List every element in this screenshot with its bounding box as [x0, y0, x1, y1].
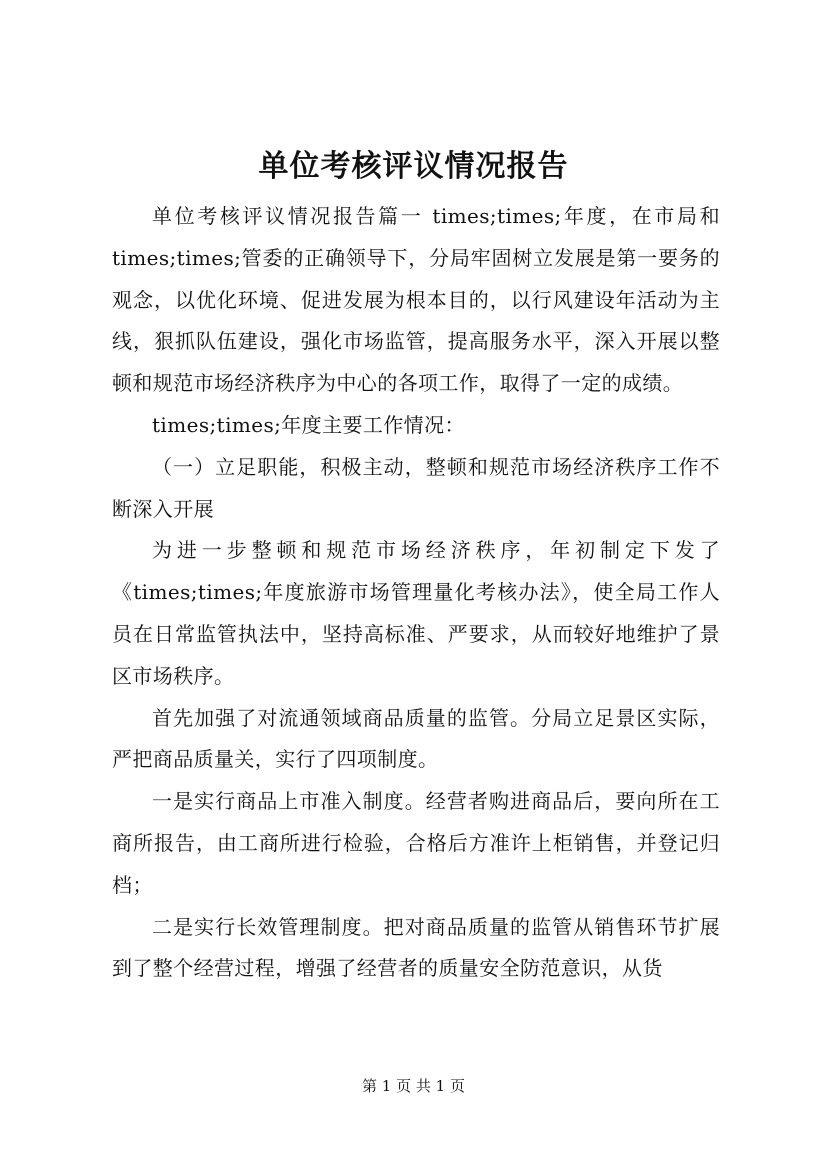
document-body: [112, 196, 720, 990]
paragraph-regulation: 为进一步整顿和规范市场经济秩序，年初制定下发了《times;times;年度旅游市场管理量化考核办法》，使全局工作人员在日常监管执法中，坚持高标准、严要求，从而较好地维护了景区市场秩序。: [112, 538, 720, 688]
document-title: 单位考核评议情况报告: [258, 149, 569, 184]
page-number-footer: 第 1 页 共 1 页: [362, 1077, 465, 1095]
paragraph-item-1: 一是实行商品上市准入制度。经营者购进商品后，要向所在工商所报告，由工商所进行检验，合格后方准许上柜销售，并登记归档；: [112, 789, 720, 897]
paragraph-main-work-heading: times;times;年度主要工作情况：: [152, 412, 465, 437]
paragraph-intro: 单位考核评议情况报告篇一 times;times;年度，在市局和 times;times;管委的正确领导下，分局牢固树立发展是第一要务的观念，以优化环境、促进发展为根本目的，以行风建设年活动为主线，狠抓队伍建设，强化市场监管，提高服务水平，深入开展以整顿和规范市场经济秩序为中心的各项工作，取得了一定的成绩。: [112, 204, 720, 396]
paragraph-section-heading-1: （一）立足职能，积极主动，整顿和规范市场经济秩序工作不断深入开展: [112, 454, 720, 521]
paragraph-quality-supervision: 首先加强了对流通领域商品质量的监管。分局立足景区实际，严把商品质量关，实行了四项制度。: [112, 705, 720, 772]
paragraph-item-2: 二是实行长效管理制度。把对商品质量的监管从销售环节扩展到了整个经营过程，增强了经营者的质量安全防范意识，从货: [112, 914, 720, 981]
